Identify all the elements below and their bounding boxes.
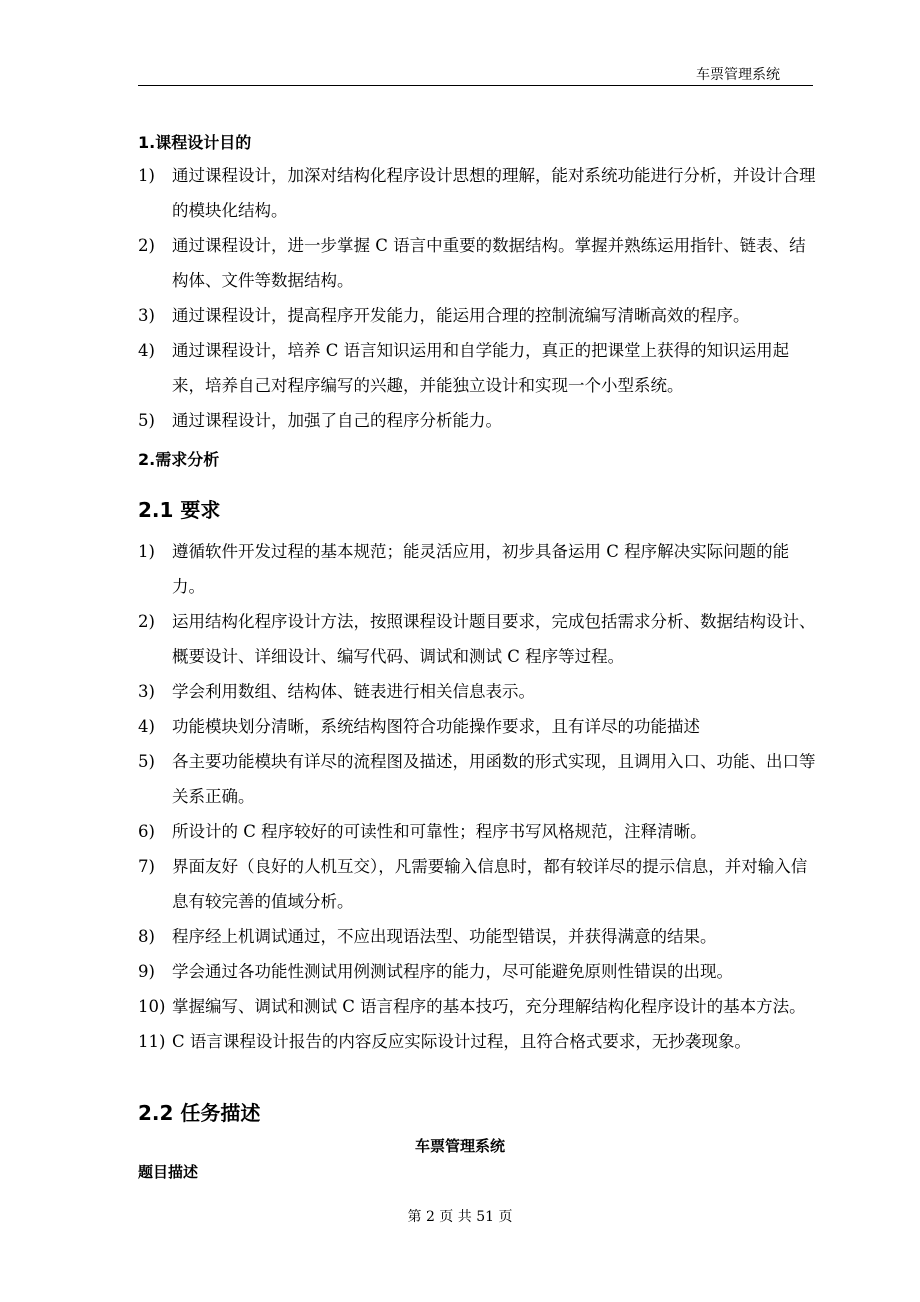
list-item: 10) 掌握编写、调试和测试 C 语言程序的基本技巧，充分理解结构化程序设计的基本方法。 xyxy=(138,997,806,1016)
section2-1-list xyxy=(138,534,818,1059)
header-title: 车票管理系统 xyxy=(696,67,780,83)
list-item: 1) 通过课程设计，加深对结构化程序设计思想的理解，能对系统功能进行分析，并设计合理的模块化结构。 xyxy=(138,166,816,220)
page-footer: 第 2 页 共 51 页 xyxy=(407,1209,513,1225)
section2-heading: 2.需求分析 xyxy=(138,450,220,469)
list-item: 6) 所设计的 C 程序较好的可读性和可靠性；程序书写风格规范，注释清晰。 xyxy=(138,822,707,841)
list-item: 11) C 语言课程设计报告的内容反应实际设计过程，且符合格式要求，无抄袭现象。 xyxy=(138,1032,751,1051)
list-item: 9) 学会通过各功能性测试用例测试程序的能力，尽可能避免原则性错误的出现。 xyxy=(138,962,733,981)
list-item: 7) 界面友好（良好的人机互交），凡需要输入信息时，都有较详尽的提示信息，并对输入信息有较完善的值域分析。 xyxy=(138,857,808,911)
list-item: 8) 程序经上机调试通过，不应出现语法型、功能型错误，并获得满意的结果。 xyxy=(138,927,717,946)
list-item: 2) 通过课程设计，进一步掌握 C 语言中重要的数据结构。掌握并熟练运用指针、链表、结构体、文件等数据结构。 xyxy=(138,236,806,290)
list-item: 3) 学会利用数组、结构体、链表进行相关信息表示。 xyxy=(138,682,535,701)
header-divider xyxy=(138,85,813,86)
list-item: 1) 遵循软件开发过程的基本规范；能灵活应用，初步具备运用 C 程序解决实际问题的能力。 xyxy=(138,542,790,596)
section2-2-heading: 2.2 任务描述 xyxy=(138,1101,261,1125)
section1-heading: 1.课程设计目的 xyxy=(138,133,252,152)
list-item: 5) 各主要功能模块有详尽的流程图及描述，用函数的形式实现，且调用入口、功能、出口等关系正确。 xyxy=(138,752,816,806)
task-subheading: 题目描述 xyxy=(138,1163,199,1181)
list-item: 4) 功能模块划分清晰，系统结构图符合功能操作要求，且有详尽的功能描述 xyxy=(138,717,700,736)
list-item: 2) 运用结构化程序设计方法，按照课程设计题目要求，完成包括需求分析、数据结构设计、概要设计、详细设计、编写代码、调试和测试 C 程序等过程。 xyxy=(138,612,816,666)
section2-1-heading: 2.1 要求 xyxy=(138,498,221,522)
task-title: 车票管理系统 xyxy=(414,1137,505,1155)
section1-list xyxy=(138,158,818,438)
list-item: 4) 通过课程设计，培养 C 语言知识运用和自学能力，真正的把课堂上获得的知识运用起来，培养自己对程序编写的兴趣，并能独立设计和实现一个小型系统。 xyxy=(138,341,790,395)
list-item: 5) 通过课程设计，加强了自己的程序分析能力。 xyxy=(138,411,502,430)
list-item: 3) 通过课程设计，提高程序开发能力，能运用合理的控制流编写清晰高效的程序。 xyxy=(138,306,750,325)
